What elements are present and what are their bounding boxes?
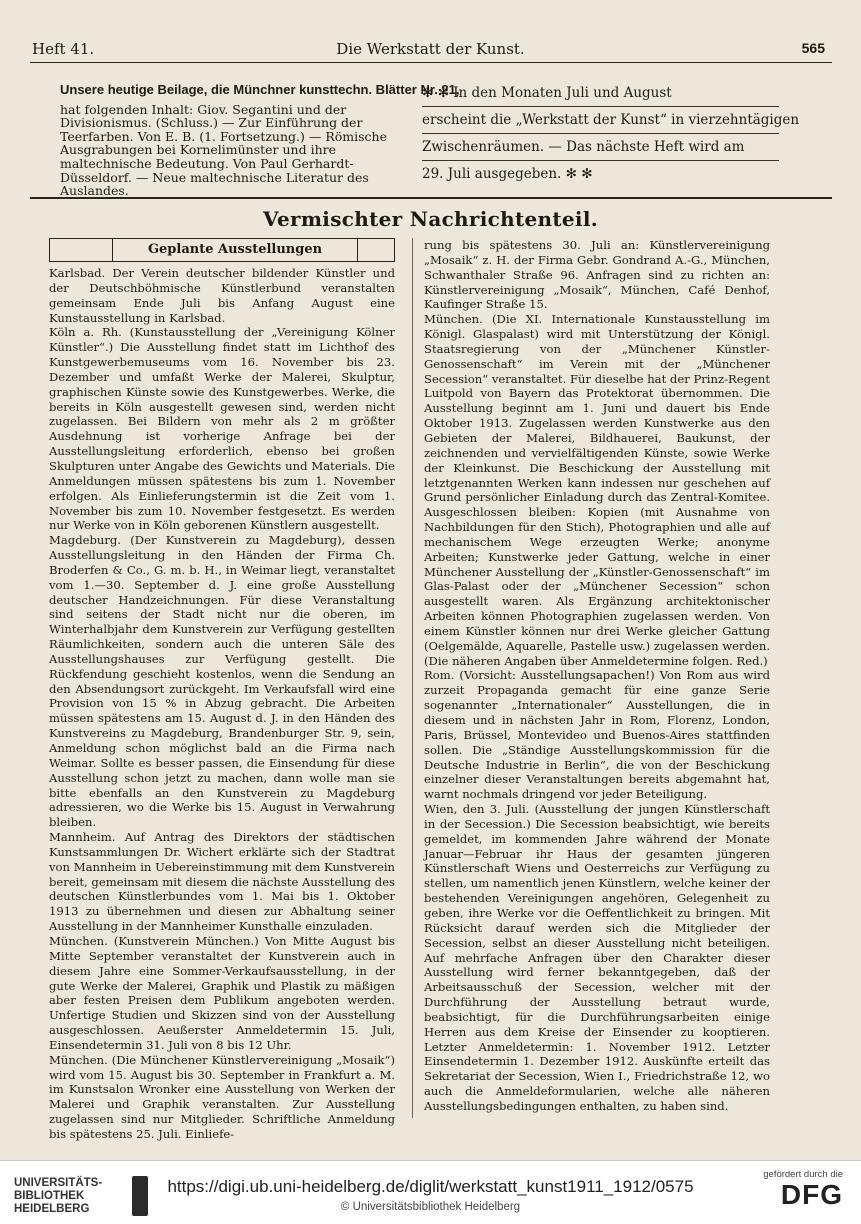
article-wien: Wien, den 3. Juli. (Ausstellung der jungen Künstlerschaft in der Secession.) Die Secession beabsichtigt, wie bereits gemeldet, im kommenden Jahre während der Monate Januar—Februar ihr Haus der gesamten jüngeren Künstlerschaft Wiens und Oesterreichs zur Verfügung zu stellen, um namentlich jenen Künstlern, welche keiner der bestehenden Vereinigungen angehören, Gelegenheit zu geben, ihre Werke vor die Oeffentlichkeit zu bringen. Mit Rücksicht darauf werden sich die Mitglieder der Secession, selbst an dieser Ausstellung nicht beteiligen. Auf mehrfache Anfragen über den Charakter dieser Ausstellung wird ferner bekanntgegeben, daß der Arbeitsausschuß der Secession, welcher mit der Durchführung der Ausstellung betraut wurde, beabsichtigt, für die Durchführungsarbeiten einige Herren aus dem Kreise der Einsender zu kooptieren. Letzter Anmeldetermin: 1. November 1912. Letzter Einsendetermin 1. Dezember 1912. Auskünfte erteilt das Sekretariat der Secession, Wien I., Friedrichstraße 12, wo auch die Anmeldeformularien, welche alle näheren Ausstellungsbedingungen enthalten, zu haben sind. [424, 802, 770, 1113]
beilage-title: Unsere heutige Beilage, die Münchner kunsttechn. Blätter Nr. 21, [60, 82, 460, 97]
page-number: 565 [801, 40, 825, 56]
library-name-line-3: HEIDELBERG [14, 1203, 90, 1215]
article-muenchen-mosaik: München. (Die Münchener Künstlervereinigung „Mosaik“) wird vom 15. August bis 30. September in Frankfurt a. M. im Kunstsalon Wronker eine Ausstellung von Werken der Malerei und Graphik veranstalten. Zur Ausstellung zugelassen sind nur Mitglieder. Schriftliche Anmeldung bis spätestens 25. Juli. Einliefe- [49, 1052, 395, 1141]
notice-line-4: 29. Juli ausgegeben. ✻ ✻ [422, 166, 593, 182]
article-rom: Rom. (Vorsicht: Ausstellungsapachen!) Von Rom aus wird zurzeit Propaganda gemacht für eine ganze Serie sogenannter „Internationaler“ Ausstellungen, die in diesem und in nächsten Jahr in Rom, Florenz, London, Paris, Brüssel, Montevideo und Buenos-Aires stattfinden sollen. Die „Ständige Ausstellungskommission für die Deutsche Industrie in Berlin“, die von der Beschickung einzelner dieser Veranstaltungen bereits abgemahnt hat, warnt nochmals dringend vor jeder Beteiligung. [424, 668, 770, 802]
dfg-logo[interactable] [763, 1169, 843, 1210]
article-koeln: Köln a. Rh. (Kunstausstellung der „Vereinigung Kölner Künstler“.) Die Ausstellung findet statt im Lichthof des Kunstgewerbemuseums vom 16. November bis 23. Dezember und umfaßt Werke der Malerei, Skulptur, graphischen Künste sowie des Kunstgewerbes. Werke, die bereits in Köln ausgestellt gewesen sind, werden nicht zugelassen. Bei Bildern von mehr als 2 m größter Ausdehnung ist vorherige Anfrage bei der Ausstellungsleitung erforderlich, ebenso bei großen Skulpturen unter Angabe des Gewichts und Materials. Die Anmeldungen müssen spätestens bis zum 1. November erfolgen. Als Einlieferungstermin ist die Zeit vom 1. November bis zum 10. November festgesetzt. Es werden nur Werke von in Köln geborenen Künstlern ausgestellt. [49, 325, 395, 533]
box-header-label: Geplante Ausstellungen [147, 241, 323, 257]
left-column [49, 238, 395, 1142]
beilage-text: hat folgenden Inhalt: Giov. Segantini und der Divisionismus. (Schluss.) — Zur Einführung der Teerfarben. Von E. B. (1. Fortsetzung.) — Römische Ausgrabungen bei Kornelimünster und ihre maltechnische Bedeutung. Von Paul Gerhardt-Düsseldorf. — Neue maltechnische Literatur des Auslandes. [60, 101, 387, 199]
beilage-note [60, 82, 460, 199]
section-title: Vermischter Nachrichtenteil. [263, 207, 598, 231]
box-header-left-cell [50, 239, 113, 261]
issue-label: Heft 41. [32, 40, 95, 58]
permalink-url[interactable]: https://digi.ub.uni-heidelberg.de/diglit/werkstatt_kunst1911_1912/0575 [167, 1177, 694, 1196]
column-divider [412, 238, 413, 1118]
right-column [424, 238, 770, 1114]
article-mannheim: Mannheim. Auf Antrag des Direktors der städtischen Kunstsammlungen Dr. Wichert erklärte sich der Stadtrat von Mannheim in Uebereinstimmung mit dem Kunstverein bereit, gemeinsam mit diesem die nächste Ausstellung des deutschen Künstlerbundes vom 1. Mai bis 1. Oktober 1913 zu übernehmen und diesen zur Abhaltung seiner Ausstellung in der Mannheimer Kunsthalle einzuladen. [49, 830, 395, 934]
funded-by-text: gefördert durch die [763, 1169, 843, 1180]
section-rule [30, 197, 832, 199]
library-name-line-1: UNIVERSITÄTS- [14, 1177, 103, 1189]
notice-line-2: erscheint die „Werkstatt der Kunst“ in vierzehntägigen [422, 107, 779, 134]
schedule-notice [422, 80, 800, 187]
notice-line-3: Zwischenräumen. — Das nächste Heft wird am [422, 134, 779, 161]
header-rule [30, 62, 832, 63]
article-karlsbad: Karlsbad. Der Verein deutscher bildender Künstler und der Deutschböhmische Künstlerbund veranstalten gemeinsam Ende Juli bis Anfang August eine Kunstausstellung in Karlsbad. [49, 266, 395, 325]
library-name-line-2: BIBLIOTHEK [14, 1190, 85, 1202]
journal-title: Die Werkstatt der Kunst. [336, 40, 525, 58]
article-magdeburg: Magdeburg. (Der Kunstverein zu Magdeburg), dessen Ausstellungsleitung in den Händen der Firma Ch. Broderfen & Co., G. m. b. H., in Weimar liegt, veranstaltet vom 1.—30. September d. J. eine große Ausstellung deutscher Handzeichnungen. Für diese Veranstaltung sind seitens der Stadt nicht nur die oberen, im Winterhalbjahr dem Kunstverein zur Verfügung gestellten Räumlichkeiten, sondern auch die unteren Säle des Ausstellungshauses zur Verfügung gestellt. Die Rückfendung geschieht kostenlos, wenn die Sendung an den Absendungsort zurückgeht. Im Verkaufsfall wird eine Provision von 15 % in Abzug gebracht. Die Arbeiten müssen spätestens am 15. August d. J. in den Händen des Kunstvereins zu Magdeburg, Brandenburger Str. 9, sein, Anmeldung schon möglichst bald an die Firma nach Weimar. Sollte es besser passen, die Einsendung für diese Ausstellung schon jetzt zu machen, dann wolle man sie bitte ebenfalls an den Kunstverein zu Magdeburg adressieren, wo die Werke bis 15. August in Verwahrung bleiben. [49, 533, 395, 830]
article-mosaik-continued: rung bis spätestens 30. Juli an: Künstlervereinigung „Mosaik“ z. H. der Firma Gebr. Gondrand A.-G., München, Schwanthaler Straße 96. Anfragen sind zu richten an: Künstlervereinigung „Mosaik“, München, Café Denhof, Kaufinger Straße 15. [424, 238, 770, 312]
viewer-footer [0, 1160, 861, 1224]
dfg-wordmark: DFG [780, 1179, 843, 1210]
box-header-right-cell [357, 239, 394, 261]
notice-line-1: ✻ ✻ In den Monaten Juli und August [422, 80, 779, 107]
article-muenchen-kunstverein: München. (Kunstverein München.) Von Mitte August bis Mitte September veranstaltet der Kunstverein auch in diesem Jahre eine Sommer-Verkaufsausstellung, in der gute Werke der Malerei, Graphik und Plastik zu mäßigen aber festen Preisen dem Publikum angeboten werden. Unfertige Studien und Skizzen sind von der Ausstellung ausgeschlossen. Aeußerster Anmeldetermin 15. Juli, Einsendetermin 31. Juli von 8 bis 12 Uhr. [49, 933, 395, 1052]
box-header [49, 238, 395, 262]
article-muenchen-glaspalast: München. (Die XI. Internationale Kunstausstellung im Königl. Glaspalast) wird mit Unterstützung der Königl. Staatsregierung von der „Münchener Künstler-Genossenschaft“ im Verein mit der „Münchener Secession“ veranstaltet. Für dieselbe hat der Prinz-Regent Luitpold von Bayern das Protektorat übernommen. Die Ausstellung beginnt am 1. Juni und dauert bis Ende Oktober 1913. Zugelassen werden Kunstwerke aus den Gebieten der Malerei, Bildhauerei, Baukunst, der zeichnenden und vervielfältigenden Künste, sowie Werke der Kleinkunst. Die Beschickung der Ausstellung mit letztgenannten Werken kann indessen nur geschehen auf Grund persönlicher Einladung durch das Zentral-Komitee. Ausgeschlossen bleiben: Kopien (mit Ausnahme von Nachbildungen für den Stich), Photographien und alle auf mechanischem Wege erzeugten Werke; anonyme Arbeiten; Kunstwerke jeder Gattung, welche in einer Münchener Ausstellung der „Künstler-Genossenschaft“ im Glas-Palast oder der „Münchener Secession“ schon ausgestellt waren. Als Ergänzung architektonischer Arbeiten können Photographien zugelassen werden. Von einem Künstler können nur drei Werke gleicher Gattung (Oelgemälde, Aquarelle, Pastelle usw.) zugelassen werden. (Die näheren Angaben über Anmeldetermine folgen. Red.) [424, 312, 771, 668]
copyright-text: © Universitätsbibliothek Heidelberg [340, 1201, 521, 1213]
